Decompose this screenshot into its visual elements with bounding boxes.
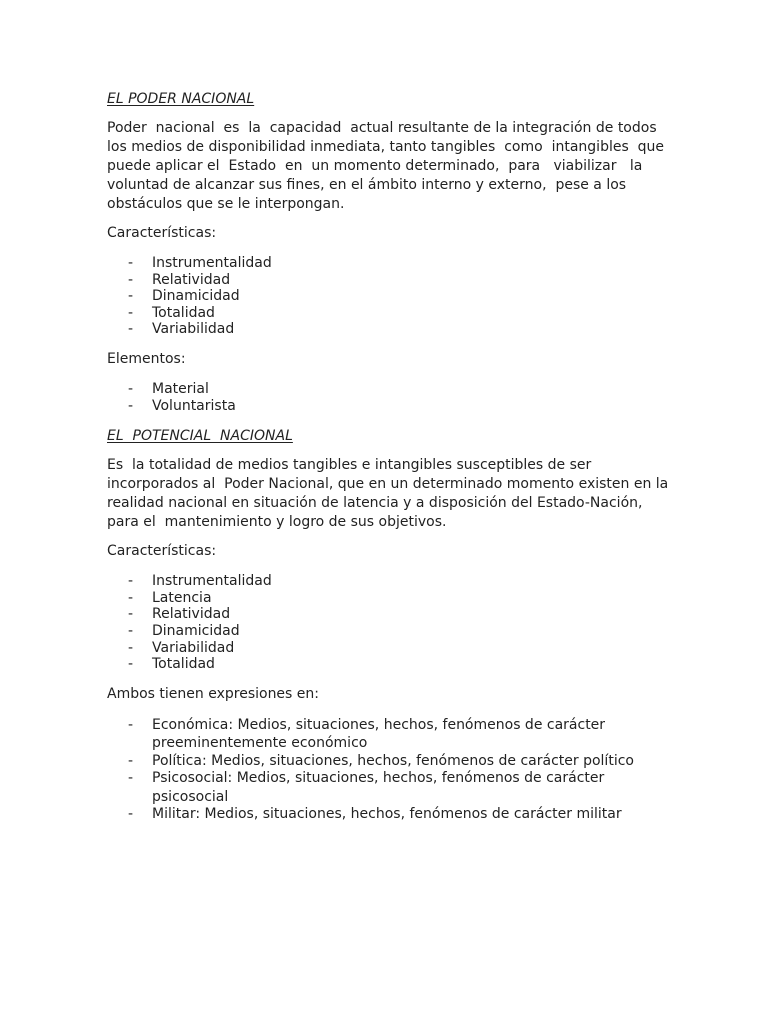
list-item: - Económica: Medios, situaciones, hechos, fenómenos de carácter preeminentemente económico [128, 716, 606, 752]
characteristics-list-potencial [107, 573, 667, 673]
dash-marker: - [128, 656, 134, 673]
dash-marker: - [128, 589, 134, 606]
elements-list [107, 381, 667, 414]
list-item: - Dinamicidad [128, 622, 240, 639]
paragraph-line: incorporados al Poder Nacional, que en un determinado momento existen en la [107, 476, 669, 493]
list-item: - Totalidad [128, 304, 215, 321]
paragraph-line: Es la totalidad de medios tangibles e intangibles susceptibles de ser [107, 457, 592, 474]
dash-marker: - [128, 380, 134, 397]
list-item: - Material [128, 380, 209, 397]
dash-marker: - [128, 752, 134, 769]
paragraph-line: para el mantenimiento y logro de sus objetivos. [107, 514, 447, 531]
dash-marker: - [128, 806, 134, 823]
dash-marker: - [128, 716, 134, 733]
list-item: - Dinamicidad [128, 288, 240, 305]
paragraph-line: los medios de disponibilidad inmediata, tanto tangibles como intangibles que [107, 139, 665, 155]
dash-marker: - [128, 606, 134, 623]
dash-marker: - [128, 770, 134, 787]
characteristics-list-poder [107, 255, 667, 338]
paragraph-poder-nacional [107, 119, 667, 214]
list-item: - Política: Medios, situaciones, hechos, fenómenos de carácter político [128, 752, 634, 769]
heading-poder-nacional: EL PODER NACIONAL [107, 91, 255, 107]
elements-label: Elementos: [107, 350, 186, 367]
paragraph-line: voluntad de alcanzar sus fines, en el ámbito interno y externo, pese a los [107, 177, 627, 193]
dash-marker: - [128, 639, 134, 656]
dash-marker: - [128, 271, 134, 288]
dash-marker: - [128, 573, 134, 590]
dash-marker: - [128, 255, 134, 271]
list-item: - Instrumentalidad [128, 573, 272, 590]
expressions-label: Ambos tienen expresiones en: [107, 685, 319, 702]
dash-marker: - [128, 288, 134, 305]
list-item: - Variabilidad [128, 321, 235, 338]
document-page [107, 89, 667, 835]
characteristics-label: Características: [107, 225, 217, 241]
list-item: - Psicosocial: Medios, situaciones, hechos, fenómenos de carácter psicosocial [128, 770, 605, 805]
dash-marker: - [128, 304, 134, 321]
characteristics-label: Características: [107, 543, 217, 560]
expressions-list [107, 716, 667, 824]
paragraph-line: Poder nacional es la capacidad actual resultante de la integración de todos [107, 120, 657, 136]
paragraph-potencial-nacional [107, 456, 667, 532]
list-item: - Variabilidad [128, 639, 235, 656]
list-item: - Latencia [128, 589, 212, 606]
dash-marker: - [128, 397, 134, 414]
list-item: - Relatividad [128, 271, 231, 288]
list-item: - Relatividad [128, 606, 231, 623]
list-item: - Totalidad [128, 656, 215, 673]
list-item: - Voluntarista [128, 397, 236, 414]
list-item: - Instrumentalidad [128, 255, 272, 271]
heading-potencial-nacional: EL POTENCIAL NACIONAL [107, 428, 293, 445]
paragraph-line: realidad nacional en situación de latencia y a disposición del Estado-Nación, [107, 495, 643, 512]
paragraph-line: obstáculos que se le interpongan. [107, 196, 345, 212]
paragraph-line: puede aplicar el Estado en un momento determinado, para viabilizar la [107, 158, 643, 174]
dash-marker: - [128, 622, 134, 639]
list-item: - Militar: Medios, situaciones, hechos, fenómenos de carácter militar [128, 806, 622, 823]
dash-marker: - [128, 321, 134, 338]
